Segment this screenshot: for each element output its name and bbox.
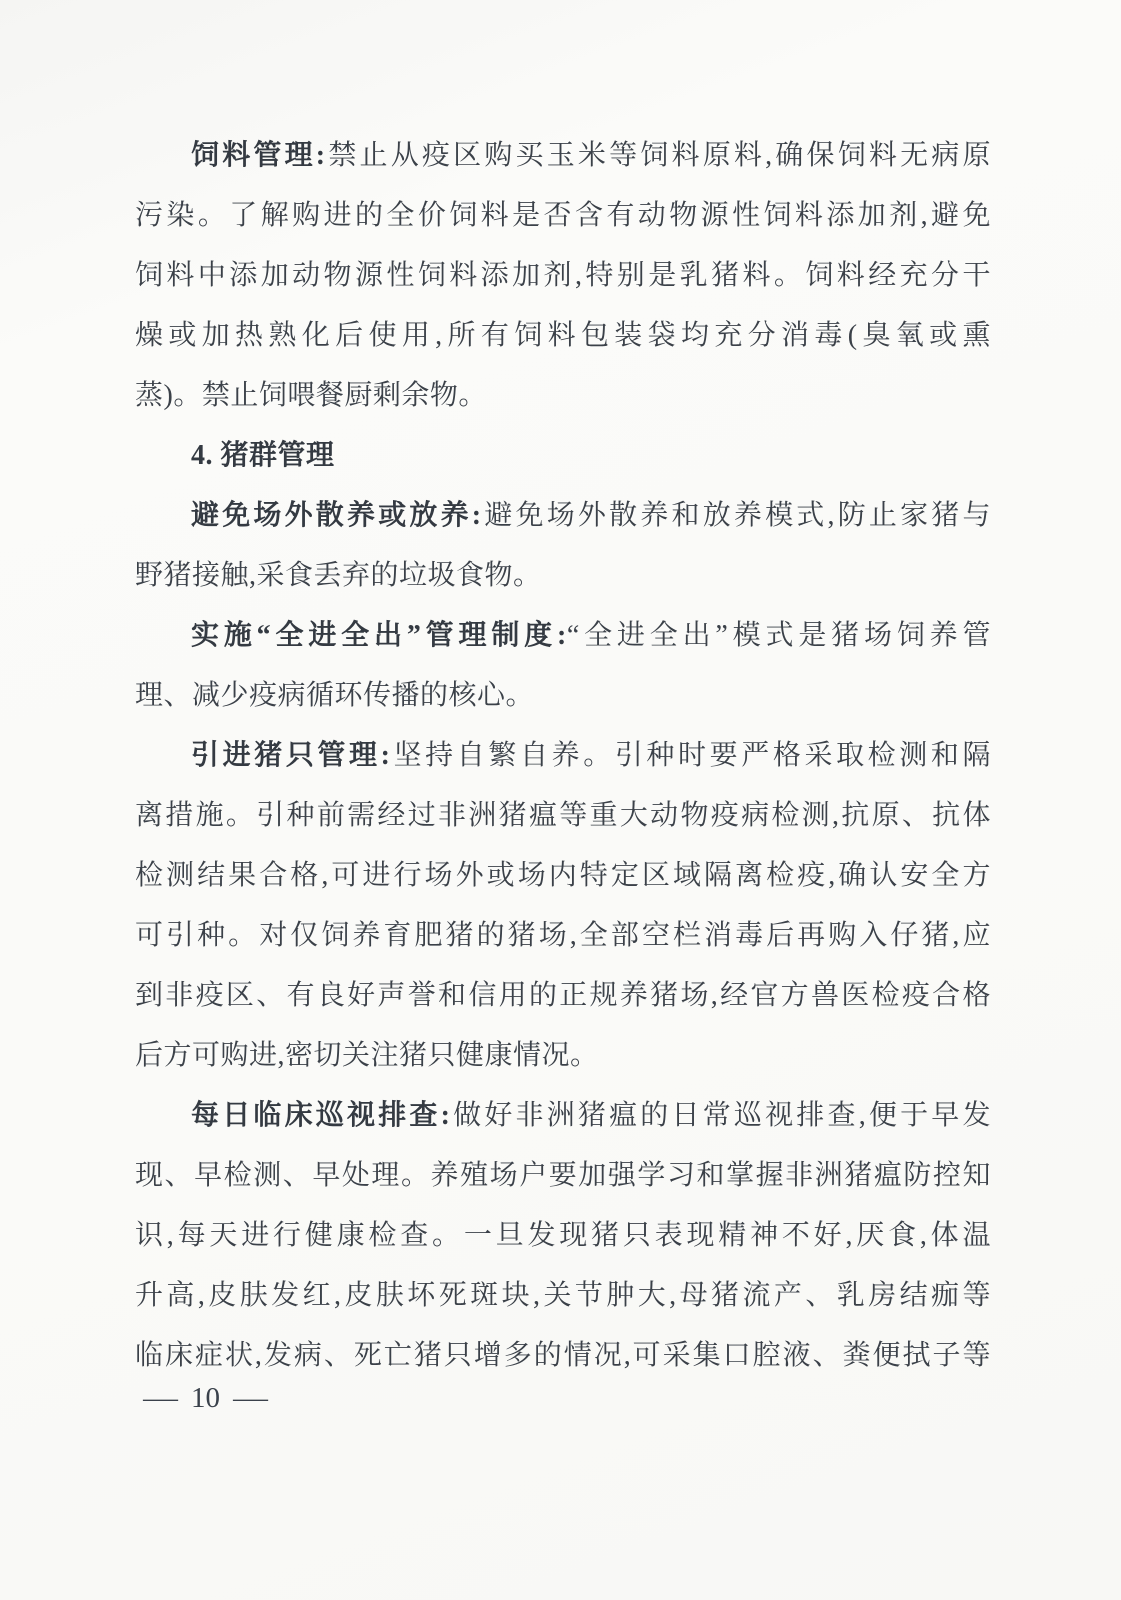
text-line <box>135 186 991 246</box>
line-text: “全进全出”模式是猪场饲养管 <box>566 620 991 651</box>
text-line <box>135 1266 991 1326</box>
line-text: 离措施。引种前需经过非洲猪瘟等重大动物疫病检测,抗原、抗体 <box>135 800 991 831</box>
line-text: 做好非洲猪瘟的日常巡视排查,便于早发 <box>450 1100 991 1131</box>
line-text: 现、早检测、早处理。养殖场户要加强学习和掌握非洲猪瘟防控知 <box>135 1160 991 1191</box>
footer-right-dash: — <box>233 1381 268 1414</box>
section-heading <box>135 426 991 486</box>
line-text: 野猪接触,采食丢弃的垃圾食物。 <box>135 560 542 591</box>
line-text: 后方可购进,密切关注猪只健康情况。 <box>135 1040 599 1071</box>
text-line <box>135 366 991 426</box>
bold-lead: 每日临床巡视排查: <box>191 1100 451 1131</box>
document-body <box>135 126 991 1386</box>
line-text: 禁止从疫区购买玉米等饲料原料,确保饲料无病原 <box>325 140 991 171</box>
text-line <box>135 846 991 906</box>
text-line <box>135 1086 991 1146</box>
page-number: 10 <box>191 1381 220 1414</box>
line-text: 污染。了解购进的全价饲料是否含有动物源性饲料添加剂,避免 <box>135 200 991 231</box>
line-text: 燥或加热熟化后使用,所有饲料包装袋均充分消毒(臭氧或熏 <box>135 320 991 351</box>
text-line <box>135 246 991 306</box>
text-line <box>135 126 991 186</box>
heading-text: 4. 猪群管理 <box>191 440 335 471</box>
text-line <box>135 906 991 966</box>
text-line <box>135 726 991 786</box>
line-text: 检测结果合格,可进行场外或场内特定区域隔离检疫,确认安全方 <box>135 860 991 891</box>
page-footer <box>143 1376 268 1420</box>
text-line <box>135 486 991 546</box>
bold-lead: 避免场外散养或放养: <box>191 500 482 531</box>
line-text: 升高,皮肤发红,皮肤坏死斑块,关节肿大,母猪流产、乳房结痂等 <box>135 1280 991 1311</box>
line-text: 识,每天进行健康检查。一旦发现猪只表现精神不好,厌食,体温 <box>135 1220 991 1251</box>
bold-lead: 饲料管理: <box>191 140 326 171</box>
line-text: 可引种。对仅饲养育肥猪的猪场,全部空栏消毒后再购入仔猪,应 <box>135 920 991 951</box>
text-line <box>135 966 991 1026</box>
line-text: 到非疫区、有良好声誉和信用的正规养猪场,经官方兽医检疫合格 <box>135 980 991 1011</box>
text-line <box>135 306 991 366</box>
text-line <box>135 786 991 846</box>
bold-lead: 引进猪只管理: <box>191 740 391 771</box>
text-line <box>135 666 991 726</box>
footer-left-dash: — <box>143 1381 178 1414</box>
line-text: 坚持自繁自养。引种时要严格采取检测和隔 <box>390 740 991 771</box>
line-text: 蒸)。禁止饲喂餐厨剩余物。 <box>135 380 487 411</box>
text-line <box>135 1026 991 1086</box>
line-text: 饲料中添加动物源性饲料添加剂,特别是乳猪料。饲料经充分干 <box>135 260 991 291</box>
text-line <box>135 546 991 606</box>
text-line <box>135 1146 991 1206</box>
text-line <box>135 606 991 666</box>
line-text: 理、减少疫病循环传播的核心。 <box>135 680 535 711</box>
line-text: 避免场外散养和放养模式,防止家猪与 <box>481 500 991 531</box>
bold-lead: 实施“全进全出”管理制度: <box>191 620 567 651</box>
text-line <box>135 1206 991 1266</box>
line-text: 临床症状,发病、死亡猪只增多的情况,可采集口腔液、粪便拭子等 <box>135 1340 991 1371</box>
